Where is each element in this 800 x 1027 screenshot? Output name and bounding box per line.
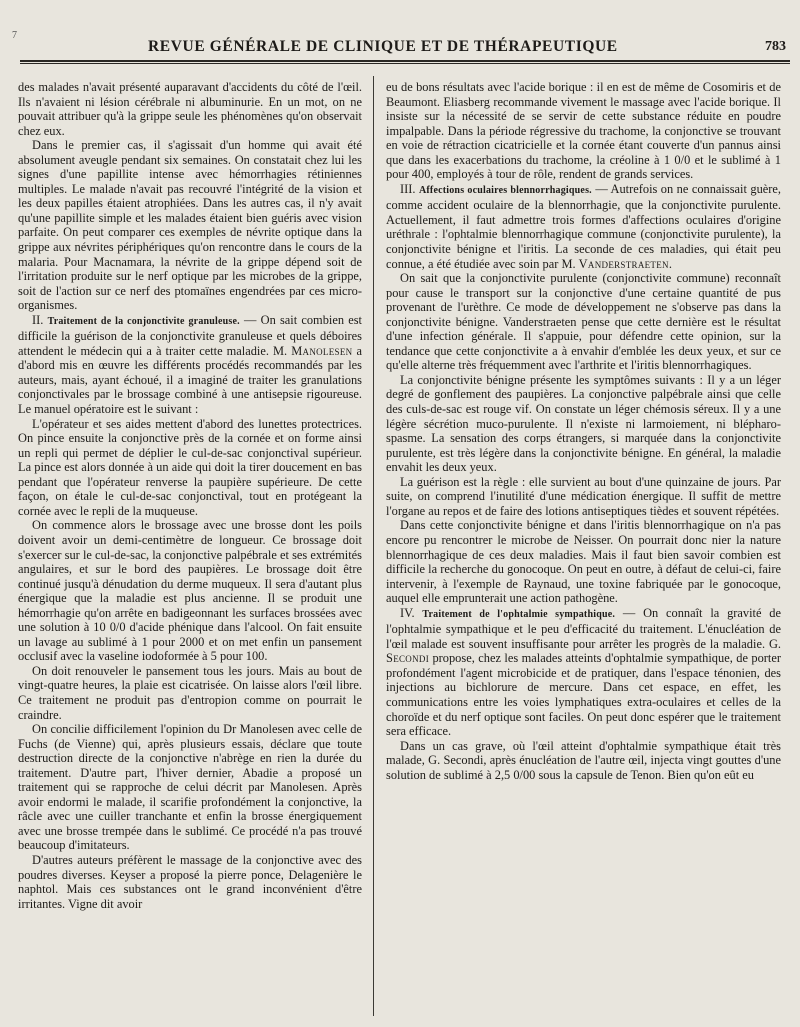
paragraph: La guérison est la règle : elle survient au bout d'une quinzaine de jours. Par suite, on comprend l'inutilité d'une médication énergique. Il suffit de mettre l'organe au repos et de faire des lotions antiseptiques tièdes et souvent répétées.	[386, 474, 781, 518]
section-heading: Affections oculaires blennorrhagiques.	[418, 184, 592, 196]
section-text: .	[668, 256, 672, 271]
section-iv	[386, 606, 781, 739]
section-text: — Autrefois on ne connaissait guère, comme accident oculaire de la blennorrhagie, que la conjonctivite purulente. Actuellement, il faut admettre trois formes d'affections oculaires d'origine uréthrale : l'ophtalmie blennorrhagique commune (conjonctivite purulente), la conjonctivite bénigne et l'iritis. La seconde de ces maladies, qui était peu connue, a été étudiée avec soin par M.	[386, 181, 781, 271]
left-column	[18, 80, 362, 911]
author-name: Manolesen	[291, 343, 353, 358]
paragraph: La conjonctivite bénigne présente les symptômes suivants : Il y a un léger degré de gonflement des paupières. La conjonctive palpébrale ainsi que celle des culs-de-sac est rouge vif. On constate un léger chémosis séreux. Il y a une légère sécrétion muco-purulente. Il n'existe ni larmoiement, ni blépharo-spasme. La sensation des corps étrangers, si marquée dans la conjonctivite purulente, est très légère dans la conjonctivite bénigne. En général, la maladie envahit les deux yeux.	[386, 372, 781, 475]
section-text: a d'abord mis en œuvre les différents procédés recommandés par les auteurs, mais, ayant échoué, il a imaginé de traiter les granulations conjonctivales par le brossage combiné à une antisepsie rigoureuse. Le manuel opératoire est le suivant :	[18, 343, 362, 417]
paragraph: On concilie difficilement l'opinion du Dr Manolesen avec celle de Fuchs (de Vienne) qui, après plusieurs essais, déclare que toute destruction directe de la conjonctive n'abrège en rien la durée du traitement. D'autre part, l'hiver dernier, Abadie a proposé un traitement qui se rapproche de celui décrit par Manolesen. Après avoir endormi le malade, il scarifie profondément la conjonctive, la râcle avec une cuiller tranchante et enfin la brosse énergiquement avec une brosse trempée dans le sublimé. Ce procédé n'a pas trouvé beaucoup d'imitateurs.	[18, 722, 362, 853]
section-number: II.	[32, 312, 44, 327]
paragraph: D'autres auteurs préfèrent le massage de la conjonctive avec des poudres diverses. Keyser a proposé la pierre ponce, Delagenière le naphtol. Mais ces substances ont le grand inconvénient d'être irritantes. Vigne dit avoir	[18, 852, 362, 911]
paragraph: L'opérateur et ses aides mettent d'abord des lunettes protectrices. On pince ensuite la conjonctive près de la cornée et on forme ainsi un repli qui permet de déplier le cul-de-sac conjonctival supérieur. La pince est alors donnée à un aide qui doit la tirer doucement en bas pendant que l'opérateur renverse la paupière supérieure. De cette façon, on étale le cul-de-sac conjonctival, tout en protégeant la cornée avec le repli de la muqueuse.	[18, 416, 362, 518]
section-number: IV.	[400, 605, 415, 620]
paragraph: Dans un cas grave, où l'œil atteint d'ophtalmie sympathique était très malade, G. Secondi, après énucléation de l'autre œil, injecta vingt gouttes d'une solution de sublimé à 2,5 0/00 sous la capsule de Tenon. Bien qu'on eût eu	[386, 738, 781, 782]
paragraph: Dans le premier cas, il s'agissait d'un homme qui avait été absolument aveugle pendant six semaines. On constatait chez lui les signes d'une papillite intense avec hémorrhagies rétiniennes multiples. Le malade n'avait pas recouvré l'intégrité de la vision et les deux papilles étaient atrophiées. Dans les autres cas, il n'y avait qu'une papillite simple et les malades étaient bien guéris avec vision parfaite. On peut comparer ces exemples de névrite optique dans la grippe aux névrites périphériques qu'on rencontre dans le cours de la malaria. Pour Macnamara, la névrite de la grippe dépend soit de l'irritation produite sur le nerf optique par les microbes de la grippe, soit de l'action sur ce nerf des ptomaïnes engendrées par ces micro-organismes.	[18, 138, 362, 313]
paragraph: On doit renouveler le pansement tous les jours. Mais au bout de vingt-quatre heures, la plaie est cicatrisée. On laisse alors l'œil libre. Ce traitement ne produit pas d'entropion comme on pourrait le craindre.	[18, 663, 362, 722]
column-divider	[373, 76, 374, 1016]
right-column	[386, 80, 781, 782]
paragraph: On commence alors le brossage avec une brosse dont les poils doivent avoir un demi-centimètre de longueur. Ce brossage doit s'exercer sur le cul-de-sac, la conjonctive palpébrale et ses extrémités angulaires, et sur le bord des paupières. Le brossage doit être continué jusqu'à dénudation du derme muqueux. Il sera d'autant plus énergique que la maladie est plus ancienne. Il se produit une hémorrhagie qu'on arrête en badigeonnant les surfaces brossées avec une solution à 10 0/0 d'acide phénique dans l'alcool. On fait ensuite un lavage au sublimé à 1 pour 2000 et on met enfin un pansement occlusif avec la vaseline iodoformée à 5 pour 100.	[18, 518, 362, 664]
section-ii	[18, 313, 362, 417]
paragraph: On sait que la conjonctivite purulente (conjonctivite commune) reconnaît pour cause le transport sur la conjonctive d'une certaine quantité de pus provenant de l'urèthre. Ce mode de développement ne s'observe pas dans la conjonctivite bénigne. Vanderstraeten pense que cette dernière est le résultat d'une infection générale. Il s'appuie, pour défendre cette opinion, sur la tendance que cette conjonctivite a à envahir d'emblée les deux yeux, et sur ce qu'elle alterne très fréquemment avec l'arthrite et l'iritis blennorrhagiques.	[386, 271, 781, 373]
section-text: — On sait combien est difficile la guérison de la conjonctivite granuleuse et quels déboires attendent le médecin qui a à traiter cette maladie. M.	[18, 312, 362, 358]
author-name: Vanderstraeten	[578, 256, 669, 271]
section-text: — On connaît la gravité de l'ophtalmie sympathique et le peu d'efficacité du traitement. L'énucléation de l'œil malade est souvent insuffisante pour arrêter les progrès de la maladie. G.	[386, 605, 781, 651]
section-text: propose, chez les malades atteints d'ophtalmie sympathique, de porter profondément l'agent microbicide et de pratiquer, dans l'espace ténonien, des injections au bichlorure de mercure. Dans cet espace, en effet, les communications entre les voies lymphatiques extra-oculaires et celles de la choroïde et du nerf optique sont faciles. On peut donc espérer que le traitement sera efficace.	[386, 651, 781, 739]
journal-title: REVUE GÉNÉRALE DE CLINIQUE ET DE THÉRAPEUTIQUE	[148, 38, 618, 55]
corner-mark: 7	[12, 30, 17, 41]
running-header	[12, 30, 794, 64]
paragraph: Dans cette conjonctivite bénigne et dans l'iritis blennorrhagique on n'a pas encore pu rencontrer le microbe de Neisser. On pourrait donc nier la nature blennorrhagique de ces deux maladies. Mais il faut bien savoir combien est difficile la recherche du gonocoque. On peut en outre, à défaut de celui-ci, faire intervenir, à l'exemple de Raynaud, une toxine fabriquée par le gonocoque, auquel elle emprunterait une action pathogène.	[386, 518, 781, 606]
section-heading: Traitement de la conjonctivite granuleuse.	[47, 315, 240, 327]
author-name: Secondi	[386, 651, 429, 666]
section-heading: Traitement de l'ophtalmie sympathique.	[422, 608, 616, 620]
section-iii	[386, 182, 781, 271]
paragraph: des malades n'avait présenté auparavant d'accidents du côté de l'œil. Ils n'avaient ni lésion cérébrale ni albuminurie. En un mot, on ne pouvait attribuer qu'à la grippe seule les phénomènes qu'on observait chez eux.	[18, 80, 362, 138]
header-rule	[20, 60, 790, 64]
paragraph: eu de bons résultats avec l'acide borique : il en est de même de Cosomiris et de Beaumont. Eliasberg recommande vivement le massage avec l'acide borique. Il insiste sur la nécessité de se servir de cette substance réduite en poudre impalpable. Dans la période régressive du trachome, la conjonctive se trouvant en voie de rétraction cicatricielle et la cornée étant couverte d'un pannus ainsi que dans les exacerbations du trachome, la créoline à 1 0/0 et le sublimé à 1 pour 400, employés à tour de rôle, rendent de grands services.	[386, 80, 781, 182]
section-number: III.	[400, 181, 416, 196]
page-number: 783	[765, 39, 786, 54]
